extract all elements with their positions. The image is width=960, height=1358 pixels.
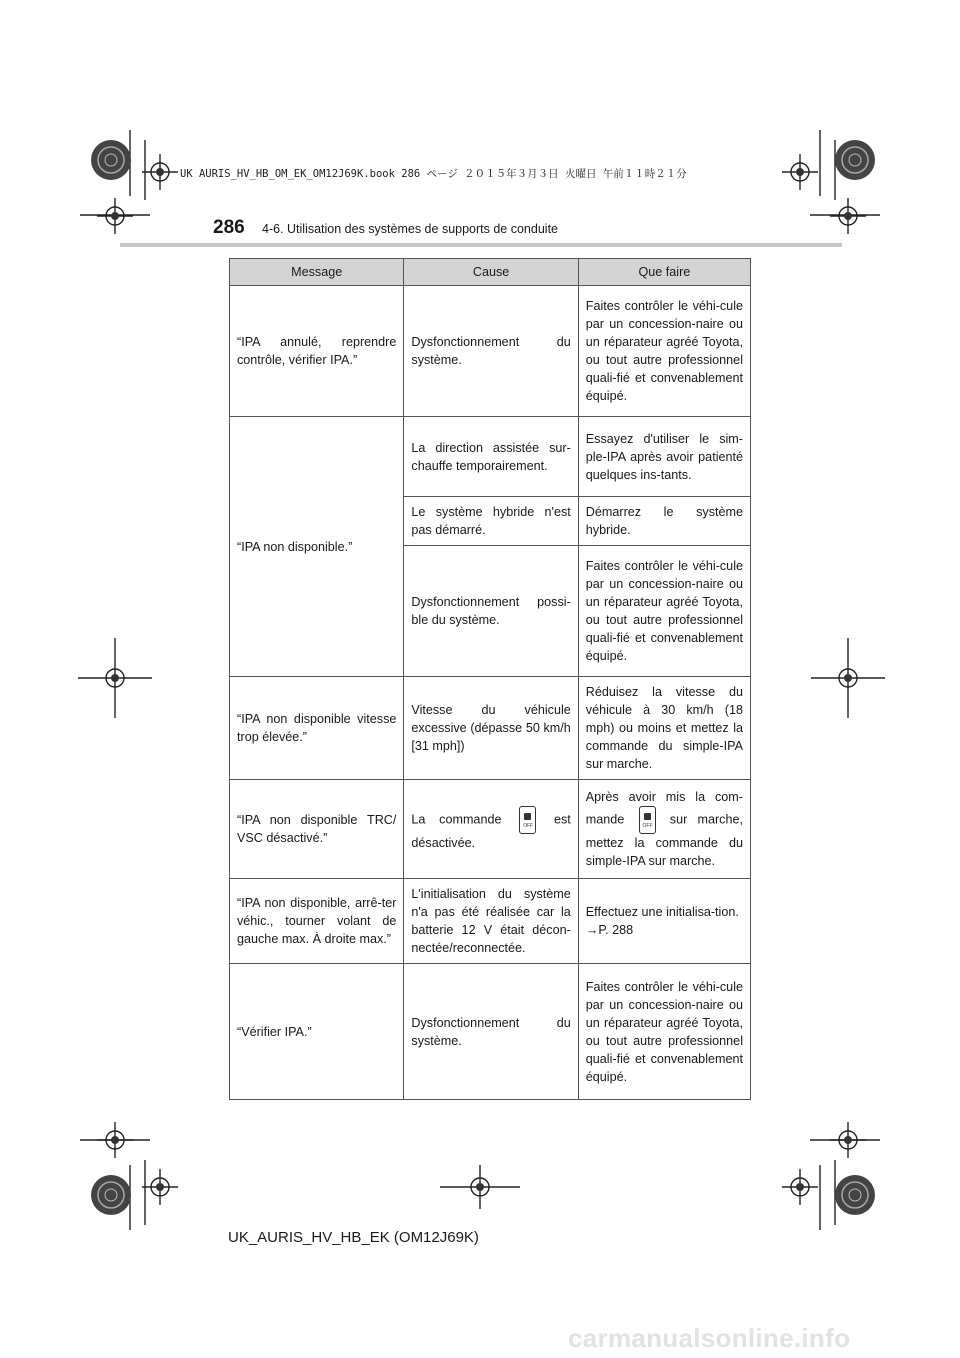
action-cell: Faites contrôler le véhi-cule par un concession-naire ou un réparateur agréé Toyota, ou tout autre professionnel quali-fié et convenablement équipé. <box>578 546 750 677</box>
message-table <box>229 258 751 1100</box>
table-row <box>230 677 751 780</box>
table-row <box>230 879 751 964</box>
action-text: Effectuez une initialisa-tion. <box>585 905 739 919</box>
column-header-message: Message <box>230 259 404 286</box>
watermark: carmanualsonline.info <box>568 1323 851 1353</box>
cause-cell: Vitesse du véhicule excessive (dépasse 50 km/h [31 mph]) <box>404 677 578 780</box>
cause-cell: Le système hybride n'est pas démarré. <box>404 497 578 546</box>
footer-code: UK_AURIS_HV_HB_EK (OM12J69K) <box>228 1229 479 1246</box>
action-cell: Faites contrôler le véhi-cule par un concession-naire ou un réparateur agréé Toyota, ou tout autre professionnel quali-fié et convenablement équipé. <box>578 286 750 417</box>
cause-text-before: La commande <box>411 812 502 827</box>
vsc-off-switch-icon: OFF <box>639 806 656 834</box>
cause-cell: La direction assistée sur-chauffe temporairement. <box>404 417 578 497</box>
action-cell: Essayez d'utiliser le sim-ple-IPA après avoir patienté quelques ins-tants. <box>578 417 750 497</box>
action-text-before: Après avoir mis la com-mande <box>585 790 743 827</box>
message-cell: “IPA non disponible, arrê-ter véhic., tourner volant de gauche max. À droite max.” <box>230 879 404 964</box>
action-text-after: sur marche, mettez la commande du simple-IPA sur marche. <box>585 812 743 868</box>
section-title: 4-6. Utilisation des systèmes de supports de conduite <box>262 222 558 236</box>
page-number: 286 <box>213 217 245 238</box>
action-cell <box>578 879 750 964</box>
table-header-row <box>230 259 751 286</box>
table-row <box>230 286 751 417</box>
message-cell: “IPA non disponible vitesse trop élevée.” <box>230 677 404 780</box>
cause-cell <box>404 780 578 879</box>
table-row <box>230 964 751 1100</box>
page-reference: →P. 288 <box>585 923 634 937</box>
column-header-cause: Cause <box>404 259 578 286</box>
message-cell: “IPA non disponible TRC/ VSC désactivé.” <box>230 780 404 879</box>
message-cell: “IPA annulé, reprendre contrôle, vérifier IPA.” <box>230 286 404 417</box>
table-row <box>230 780 751 879</box>
cause-cell: Dysfonctionnement possi-ble du système. <box>404 546 578 677</box>
action-cell: Démarrez le système hybride. <box>578 497 750 546</box>
header-rule <box>120 243 842 247</box>
cause-cell: Dysfonctionnement du système. <box>404 286 578 417</box>
message-cell: “IPA non disponible.” <box>230 417 404 677</box>
cause-cell: L'initialisation du système n'a pas été réalisée car la batterie 12 V était décon-nectée/reconnectée. <box>404 879 578 964</box>
action-cell: Faites contrôler le véhi-cule par un concession-naire ou un réparateur agréé Toyota, ou tout autre professionnel quali-fié et convenablement équipé. <box>578 964 750 1100</box>
book-info-line: UK AURIS_HV_HB_OM_EK_OM12J69K.book 286 ページ ２０１５年３月３日 火曜日 午前１１時２１分 <box>180 168 687 180</box>
vsc-off-switch-icon: OFF <box>519 806 536 834</box>
cause-cell: Dysfonctionnement du système. <box>404 964 578 1100</box>
message-cell: “Vérifier IPA.” <box>230 964 404 1100</box>
cause-text-after: est désactivée. <box>411 812 571 850</box>
action-cell: Réduisez la vitesse du véhicule à 30 km/h (18 mph) ou moins et mettez la commande du simple-IPA sur marche. <box>578 677 750 780</box>
action-cell <box>578 780 750 879</box>
column-header-action: Que faire <box>578 259 750 286</box>
table-row <box>230 417 751 497</box>
